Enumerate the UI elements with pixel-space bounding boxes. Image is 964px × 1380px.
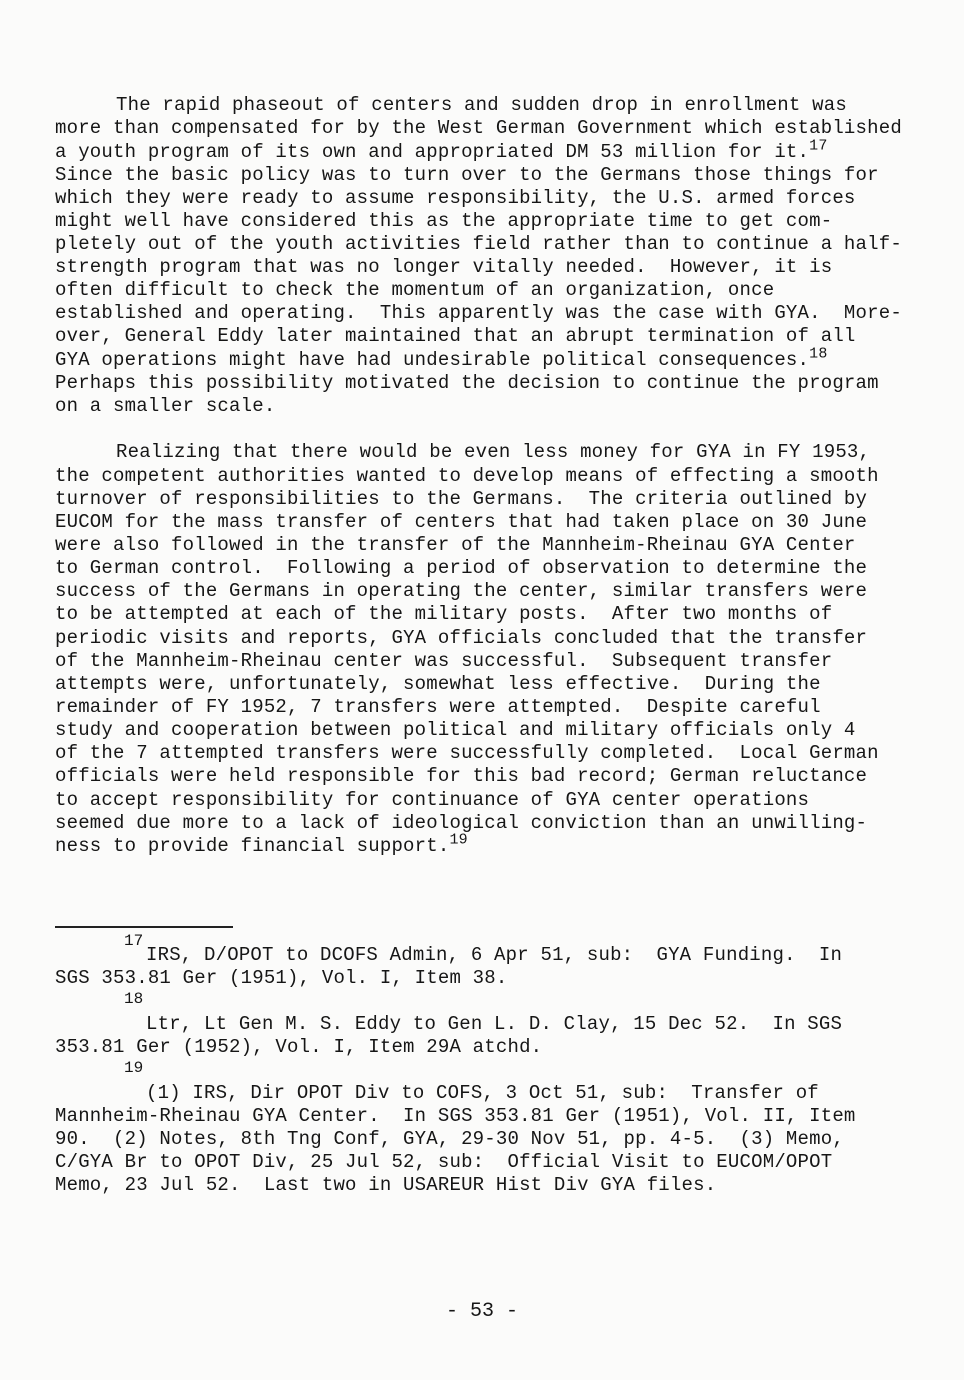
footnote-ref-18: 18 — [809, 345, 828, 363]
body-line — [55, 831, 468, 858]
body-line: Since the basic policy was to turn over to the Germans those things for — [55, 164, 879, 186]
body-line: which they were ready to assume responsibility, the U.S. armed forces — [55, 187, 856, 209]
body-line: periodic visits and reports, GYA officials concluded that the transfer — [55, 627, 868, 649]
body-line: Perhaps this possibility motivated the decision to continue the program — [55, 372, 879, 394]
body-line: to accept responsibility for continuance of GYA center operations — [55, 789, 810, 811]
body-line: over, General Eddy later maintained that an abrupt termination of all — [55, 325, 856, 347]
body-line: to German control. Following a period of observation to determine the — [55, 557, 868, 579]
body-line: the competent authorities wanted to develop means of effecting a smooth — [55, 465, 879, 487]
body-line: were also followed in the transfer of the Mannheim-Rheinau GYA Center — [55, 534, 856, 556]
footnote-ref-17: 17 — [809, 137, 828, 155]
body-line-text: GYA operations might have had undesirable political consequences. — [55, 349, 810, 371]
footnote-number: 18 — [124, 990, 144, 1008]
footnote-line: C/GYA Br to OPOT Div, 25 Jul 52, sub: Official Visit to EUCOM/OPOT — [55, 1151, 833, 1173]
footnote-line: 353.81 Ger (1952), Vol. I, Item 29A atchd. — [55, 1036, 543, 1058]
body-line: established and operating. This apparently was the case with GYA. More- — [55, 302, 902, 324]
body-line: strength program that was no longer vitally needed. However, it is — [55, 256, 833, 278]
footnote-line: Ltr, Lt Gen M. S. Eddy to Gen L. D. Clay, 15 Dec 52. In SGS — [146, 1013, 843, 1035]
body-line — [55, 345, 828, 372]
body-line-text: ness to provide financial support. — [55, 835, 450, 857]
footnote-line: (1) IRS, Dir OPOT Div to COFS, 3 Oct 51, sub: Transfer of — [146, 1082, 819, 1104]
body-line-text: a youth program of its own and appropriated DM 53 million for it. — [55, 141, 810, 163]
footnote-number: 17 — [124, 932, 144, 950]
body-line: attempts were, unfortunately, somewhat less effective. During the — [55, 673, 821, 695]
body-line: on a smaller scale. — [55, 395, 276, 417]
footnote-line: 90. (2) Notes, 8th Tng Conf, GYA, 29-30 Nov 51, pp. 4-5. (3) Memo, — [55, 1128, 844, 1150]
body-line: pletely out of the youth activities field rather than to continue a half- — [55, 233, 902, 255]
body-line: of the Mannheim-Rheinau center was successful. Subsequent transfer — [55, 650, 833, 672]
footnote-ref-19: 19 — [449, 831, 468, 849]
footnote-line: IRS, D/OPOT to DCOFS Admin, 6 Apr 51, sub: GYA Funding. In — [146, 944, 843, 966]
body-line: success of the Germans in operating the center, similar transfers were — [55, 580, 868, 602]
body-line — [55, 137, 828, 164]
body-line: seemed due more to a lack of ideological conviction than an unwilling- — [55, 812, 868, 834]
body-line: Realizing that there would be even less money for GYA in FY 1953, — [116, 441, 871, 463]
page-number: - 53 - — [445, 1300, 518, 1323]
body-line: study and cooperation between political and military officials only 4 — [55, 719, 856, 741]
body-line: of the 7 attempted transfers were successfully completed. Local German — [55, 742, 879, 764]
body-line: more than compensated for by the West German Government which established — [55, 117, 902, 139]
body-line: officials were held responsible for this bad record; German reluctance — [55, 765, 868, 787]
body-line: often difficult to check the momentum of an organization, once — [55, 279, 775, 301]
body-line: EUCOM for the mass transfer of centers that had taken place on 30 June — [55, 511, 868, 533]
footnote-line: Memo, 23 Jul 52. Last two in USAREUR Hist Div GYA files. — [55, 1174, 717, 1196]
body-line: remainder of FY 1952, 7 transfers were attempted. Despite careful — [55, 696, 821, 718]
footnote-number: 19 — [124, 1059, 144, 1077]
body-line: turnover of responsibilities to the Germans. The criteria outlined by — [55, 488, 868, 510]
body-line: to be attempted at each of the military posts. After two months of — [55, 603, 833, 625]
body-line: might well have considered this as the appropriate time to get com- — [55, 210, 833, 232]
footnote-divider — [55, 926, 233, 928]
footnote-line: SGS 353.81 Ger (1951), Vol. I, Item 38. — [55, 967, 508, 989]
footnote-line: Mannheim-Rheinau GYA Center. In SGS 353.81 Ger (1951), Vol. II, Item — [55, 1105, 856, 1127]
body-line: The rapid phaseout of centers and sudden drop in enrollment was — [116, 94, 847, 116]
